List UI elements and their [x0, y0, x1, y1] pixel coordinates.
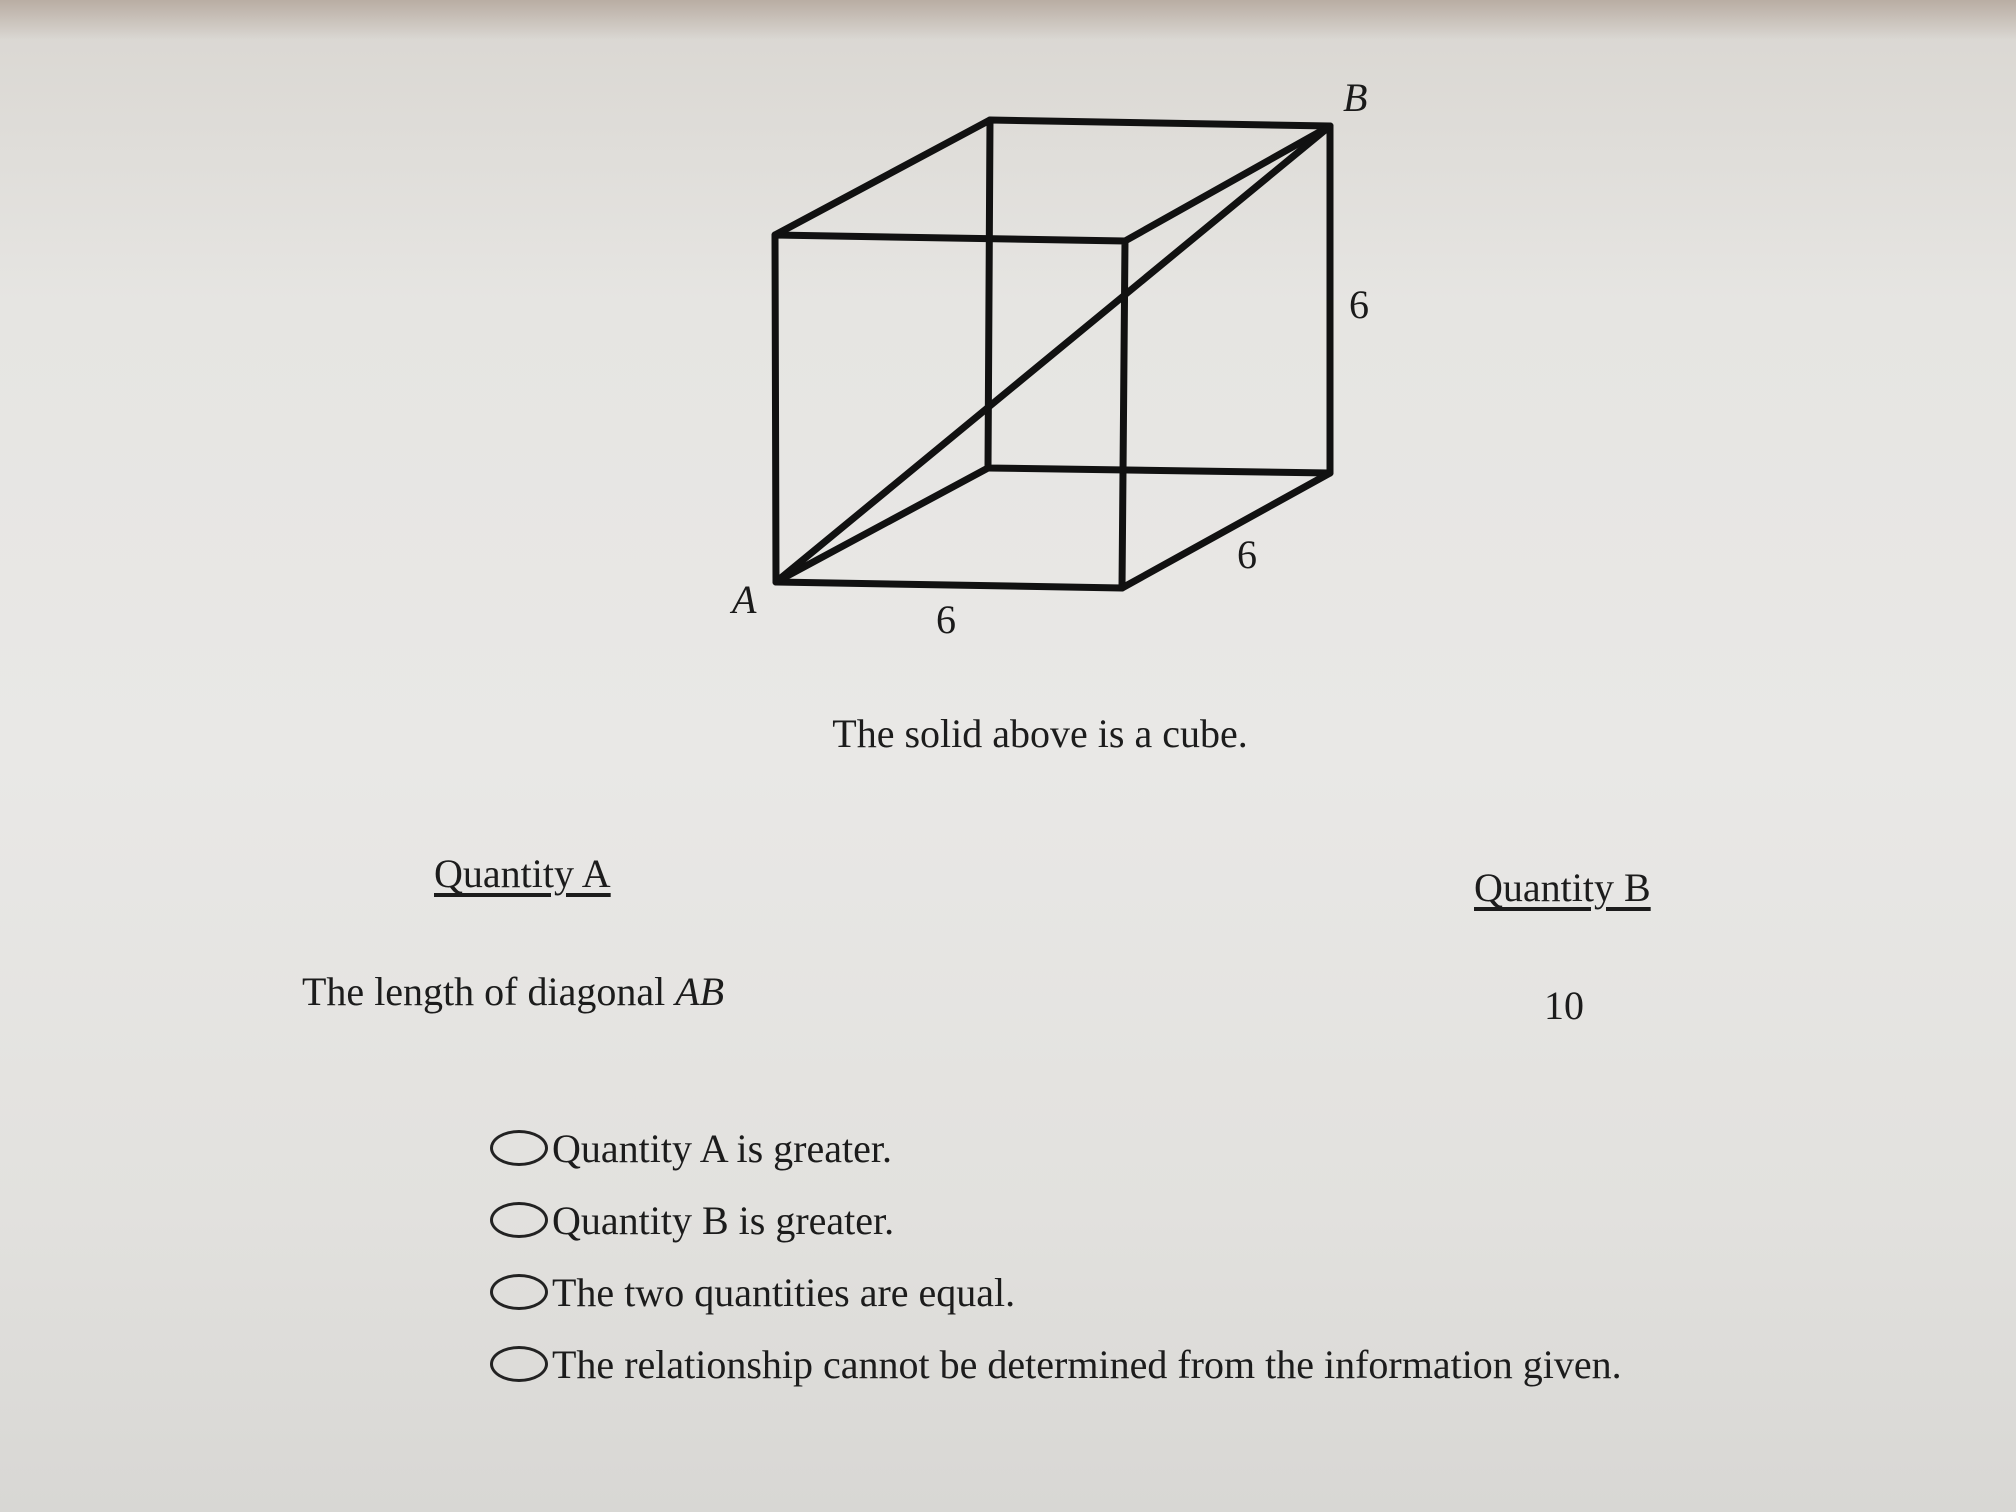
quantity-b-header: Quantity B — [1474, 865, 1651, 910]
choice-label: Quantity B is greater. — [552, 1197, 895, 1243]
radio-button[interactable] — [490, 1346, 548, 1382]
edge-label-back-right: 6 — [1349, 282, 1369, 327]
choice-cannot-determine[interactable] — [490, 1340, 1622, 1388]
edge-label-side-bottom: 6 — [1237, 532, 1257, 577]
choice-a-greater[interactable] — [490, 1124, 1622, 1172]
quantity-a-value-text: The length of diagonal — [302, 969, 676, 1014]
cube-back-face — [988, 120, 1330, 473]
diagonal-ab — [776, 126, 1330, 582]
quantity-a-value — [302, 968, 724, 1015]
radio-button[interactable] — [490, 1130, 548, 1166]
choice-label: The relationship cannot be determined from the information given. — [552, 1341, 1622, 1387]
cube-edge-bottom-right — [1122, 473, 1330, 588]
answer-choices — [490, 1124, 1622, 1412]
choice-label: The two quantities are equal. — [552, 1269, 1016, 1315]
quantity-b-value: 10 — [1544, 983, 1584, 1028]
cube-figure — [700, 60, 1400, 660]
radio-button[interactable] — [490, 1202, 548, 1238]
quantity-a-header: Quantity A — [434, 851, 611, 896]
quantity-a-variable: AB — [675, 969, 725, 1014]
vertex-a-label: A — [732, 577, 757, 622]
choice-label: Quantity A is greater. — [552, 1125, 892, 1171]
choice-b-greater[interactable] — [490, 1196, 1622, 1244]
cube-front-face — [775, 235, 1125, 588]
figure-caption: The solid above is a cube. — [832, 711, 1248, 756]
cube-edge-top-left — [775, 120, 990, 235]
choice-equal[interactable] — [490, 1268, 1622, 1316]
vertex-b-label: B — [1343, 75, 1368, 120]
cube-edge-bottom-left — [776, 468, 988, 582]
edge-label-front-bottom: 6 — [936, 597, 956, 642]
radio-button[interactable] — [490, 1274, 548, 1310]
cube-edge-top-right — [1125, 126, 1330, 241]
